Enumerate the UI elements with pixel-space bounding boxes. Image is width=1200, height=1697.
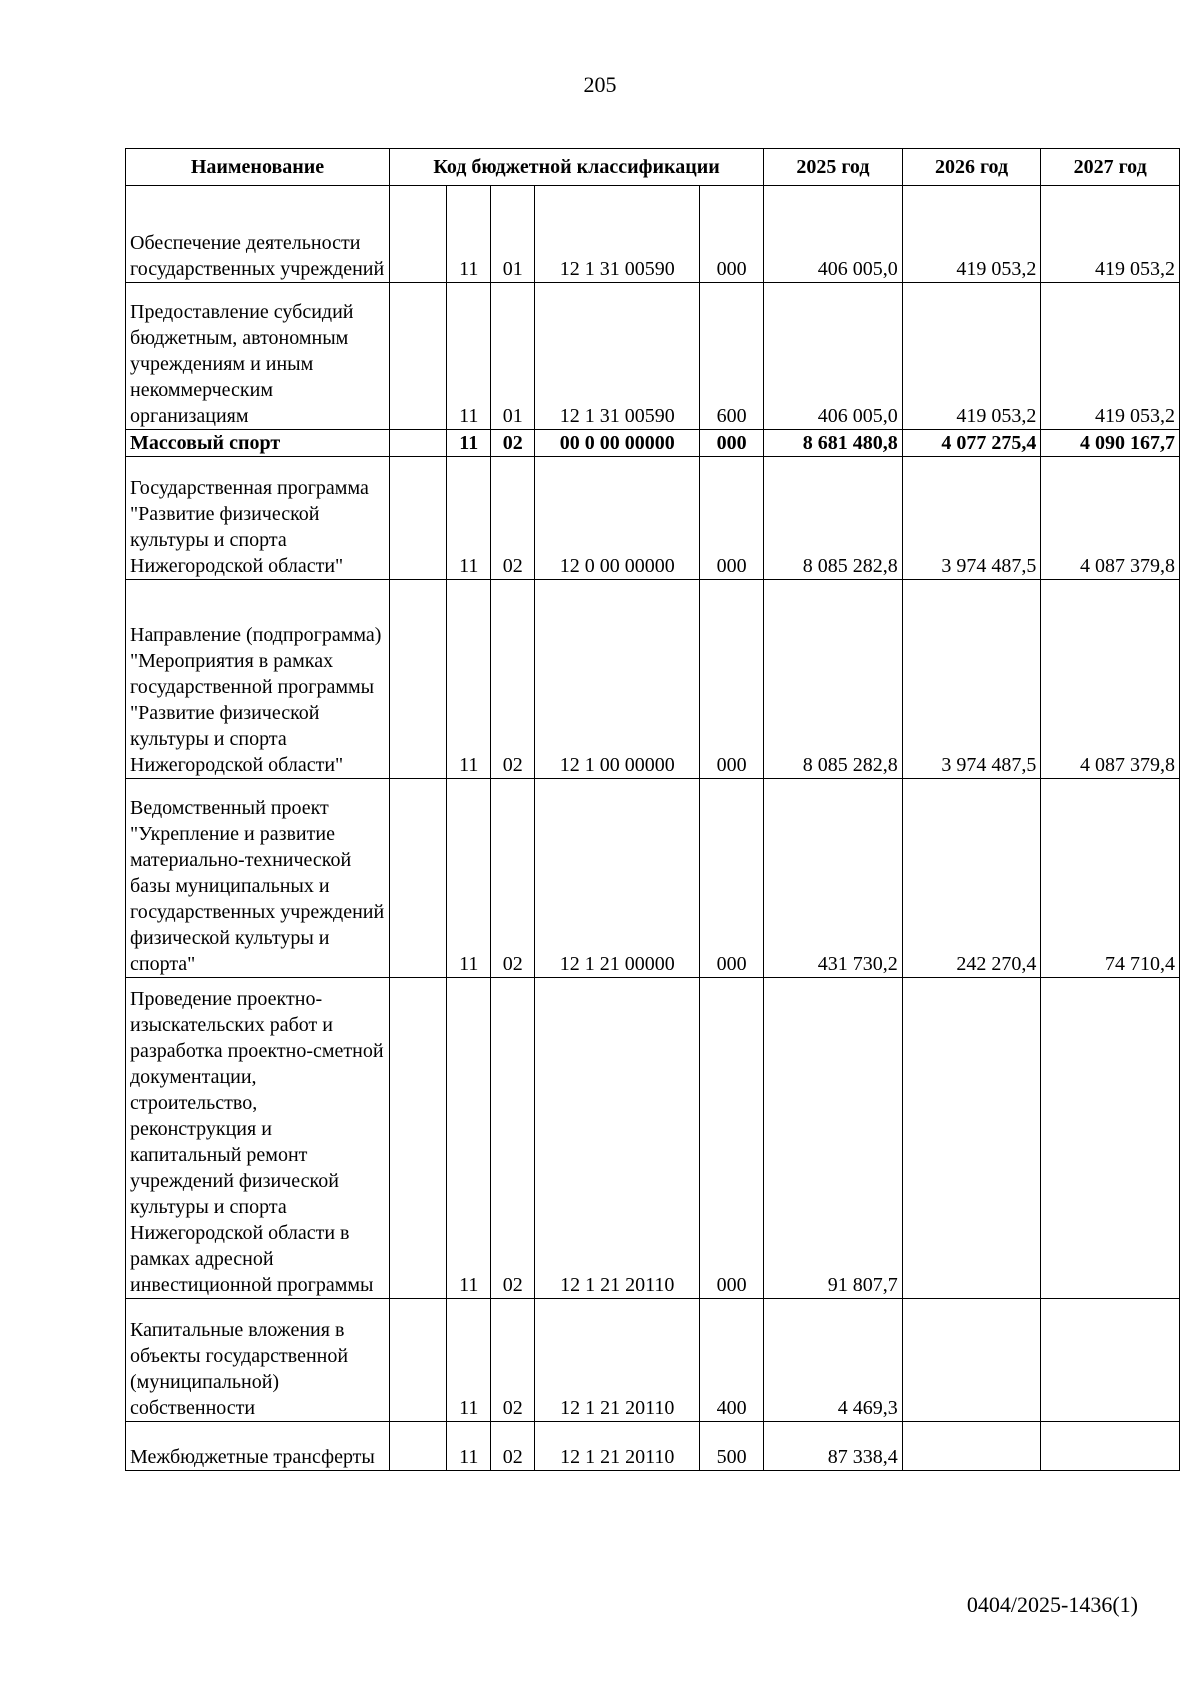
code-section: 11 (447, 1299, 491, 1422)
value-2027: 419 053,2 (1041, 186, 1180, 283)
table-row (126, 978, 1180, 1299)
row-name: Ведомственный проект "Укрепление и развитие материально-технической базы муниципальных и государственных учреждений физической культуры и спорта" (126, 779, 390, 978)
value-2026 (902, 1422, 1041, 1471)
header-2027: 2027 год (1041, 149, 1180, 186)
code-expense-type: 000 (700, 186, 764, 283)
code-expense-type: 600 (700, 283, 764, 430)
code-target: 12 1 21 20110 (535, 1422, 700, 1471)
header-2025: 2025 год (764, 149, 903, 186)
code-expense-type: 500 (700, 1422, 764, 1471)
table-row (126, 580, 1180, 779)
value-2026: 419 053,2 (902, 186, 1041, 283)
value-2027: 4 087 379,8 (1041, 580, 1180, 779)
row-name: Предоставление субсидий бюджетным, автономным учреждениям и иным некоммерческим организациям (126, 283, 390, 430)
budget-table (125, 148, 1180, 1471)
table-row (126, 186, 1180, 283)
code-section: 11 (447, 457, 491, 580)
value-2027 (1041, 1299, 1180, 1422)
code-expense-type: 000 (700, 978, 764, 1299)
row-name: Массовый спорт (126, 430, 390, 457)
document-id: 0404/2025-1436(1) (966, 1592, 1138, 1617)
value-2026: 242 270,4 (902, 779, 1041, 978)
code-target: 12 1 21 00000 (535, 779, 700, 978)
value-2027: 74 710,4 (1041, 779, 1180, 978)
code-subsection: 02 (491, 779, 535, 978)
code-expense-type: 000 (700, 457, 764, 580)
code-subsection: 02 (491, 1422, 535, 1471)
header-name: Наименование (126, 149, 390, 186)
value-2025: 406 005,0 (764, 283, 903, 430)
code-blank (390, 283, 447, 430)
code-blank (390, 1422, 447, 1471)
value-2025: 8 085 282,8 (764, 457, 903, 580)
code-subsection: 02 (491, 457, 535, 580)
row-name: Проведение проектно-изыскательских работ и разработка проектно-сметной документации, строительство, реконструкция и капитальный ремонт учреждений физической культуры и спорта Нижегородской области в рамках адресной инвестиционной программы (126, 978, 390, 1299)
table-header-row (126, 149, 1180, 186)
code-section: 11 (447, 430, 491, 457)
row-name: Направление (подпрограмма) "Мероприятия в рамках государственной программы "Развитие физической культуры и спорта Нижегородской области" (126, 580, 390, 779)
row-name: Государственная программа "Развитие физической культуры и спорта Нижегородской области" (126, 457, 390, 580)
code-section: 11 (447, 1422, 491, 1471)
value-2025: 87 338,4 (764, 1422, 903, 1471)
header-code: Код бюджетной классификации (390, 149, 764, 186)
code-target: 12 1 00 00000 (535, 580, 700, 779)
row-name: Межбюджетные трансферты (126, 1422, 390, 1471)
value-2025: 4 469,3 (764, 1299, 903, 1422)
code-target: 00 0 00 00000 (535, 430, 700, 457)
code-target: 12 0 00 00000 (535, 457, 700, 580)
value-2026 (902, 1299, 1041, 1422)
code-blank (390, 186, 447, 283)
code-section: 11 (447, 186, 491, 283)
value-2027: 419 053,2 (1041, 283, 1180, 430)
value-2025: 8 085 282,8 (764, 580, 903, 779)
table-row (126, 1299, 1180, 1422)
code-section: 11 (447, 978, 491, 1299)
code-subsection: 02 (491, 1299, 535, 1422)
code-subsection: 01 (491, 283, 535, 430)
table-row (126, 283, 1180, 430)
code-blank (390, 1299, 447, 1422)
code-blank (390, 978, 447, 1299)
header-2026: 2026 год (902, 149, 1041, 186)
table-row (126, 1422, 1180, 1471)
value-2027 (1041, 1422, 1180, 1471)
table-row (126, 779, 1180, 978)
value-2025: 8 681 480,8 (764, 430, 903, 457)
code-blank (390, 457, 447, 580)
code-target: 12 1 21 20110 (535, 978, 700, 1299)
row-name: Обеспечение деятельности государственных учреждений (126, 186, 390, 283)
code-expense-type: 000 (700, 580, 764, 779)
value-2027: 4 090 167,7 (1041, 430, 1180, 457)
code-target: 12 1 21 20110 (535, 1299, 700, 1422)
table-row (126, 430, 1180, 457)
code-subsection: 02 (491, 430, 535, 457)
value-2026: 419 053,2 (902, 283, 1041, 430)
value-2026: 4 077 275,4 (902, 430, 1041, 457)
code-subsection: 01 (491, 186, 535, 283)
value-2026: 3 974 487,5 (902, 580, 1041, 779)
code-blank (390, 430, 447, 457)
value-2025: 431 730,2 (764, 779, 903, 978)
value-2027: 4 087 379,8 (1041, 457, 1180, 580)
code-expense-type: 400 (700, 1299, 764, 1422)
code-section: 11 (447, 580, 491, 779)
value-2026 (902, 978, 1041, 1299)
page-number: 205 (583, 72, 617, 97)
code-target: 12 1 31 00590 (535, 186, 700, 283)
code-subsection: 02 (491, 978, 535, 1299)
value-2025: 406 005,0 (764, 186, 903, 283)
value-2026: 3 974 487,5 (902, 457, 1041, 580)
value-2025: 91 807,7 (764, 978, 903, 1299)
code-blank (390, 580, 447, 779)
row-name: Капитальные вложения в объекты государственной (муниципальной) собственности (126, 1299, 390, 1422)
table-row (126, 457, 1180, 580)
code-subsection: 02 (491, 580, 535, 779)
code-expense-type: 000 (700, 430, 764, 457)
value-2027 (1041, 978, 1180, 1299)
code-expense-type: 000 (700, 779, 764, 978)
code-section: 11 (447, 283, 491, 430)
code-section: 11 (447, 779, 491, 978)
code-target: 12 1 31 00590 (535, 283, 700, 430)
code-blank (390, 779, 447, 978)
